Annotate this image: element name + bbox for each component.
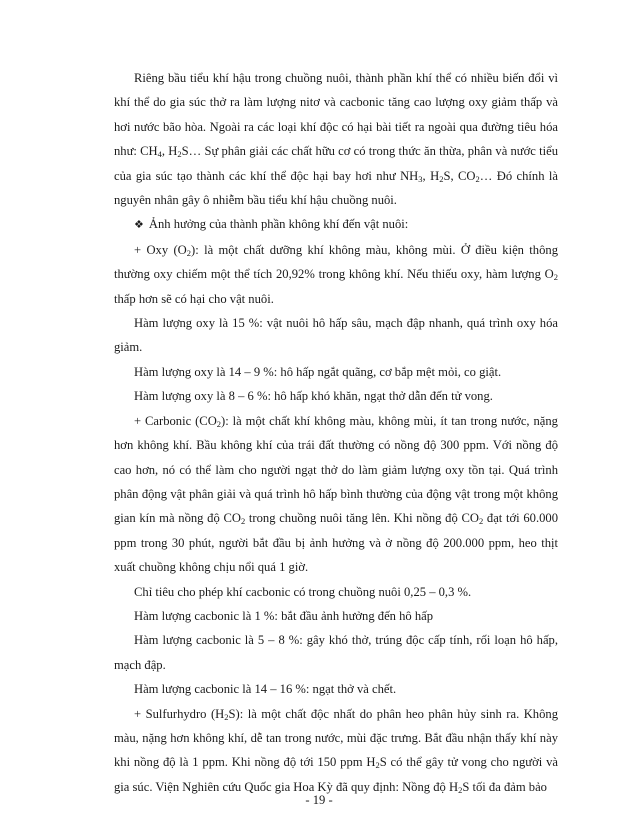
paragraph-carbonic-1: Hàm lượng cacbonic là 1 %: bắt đầu ảnh hưởng đến hô hấp [134, 608, 434, 623]
diamond-bullet-icon: ❖ [134, 219, 144, 232]
paragraph-oxygen-15: Hàm lượng oxy là 15 %: vật nuôi hô hấp sâu, mạch đập nhanh, quá trình oxy hóa giảm. [114, 316, 558, 355]
paragraph-intro: Riêng bầu tiểu khí hậu trong chuồng nuôi, thành phần khí thể có nhiều biến đổi vì khí thể do gia súc thở ra làm lượng nitơ và cacbonic tăng cao lượng oxy giảm thấp và hơi nước bão hòa. Ngoài ra các loại khí độc có hại bài tiết ra ngoài qua đường tiêu hóa như: $CH_4$, $H_2S\dots$ Sự phân giải các chất hữu cơ có trong thức ăn thừa, phân và nước tiểu của gia súc tạo thành các khí thể độc hại bay hơi như $NH_3$, $H_2S$, $CO_2\dots$ Đó chính là nguyên nhân gây ô nhiễm bầu tiểu khí hậu chuồng nuôi. [114, 71, 559, 208]
page-number: - 19 - [305, 793, 333, 807]
paragraph-carbonic-limit: Chỉ tiêu cho phép khí cacbonic có trong chuồng nuôi 0,25 – 0,3 %. [134, 584, 472, 599]
paragraph-sulfurhydro: + Sulfurhydro $(H_2S)$: là một chất độc nhất do phân heo phân hủy sinh ra. Không màu, nặng hơn không khí, dễ tan trong nước, mùi đặc trưng. Bắt đầu nhận thấy khí này khi nồng độ là 1 ppm. Khi nồng độ tới 150 ppm $H_2S$ có thể gây tử vong cho người và gia súc. Viện Nghiên cứu Quốc gia Hoa Kỳ đã quy định: Nồng độ $H_2S$ tối đa đảm bảo [114, 706, 558, 795]
paragraph-oxygen: + Oxy $(O_2)$: là một chất dưỡng khí không màu, không mùi. Ở điều kiện thông thường oxy chiếm một thể tích 20,92% trong không khí. Nếu thiếu oxy, hàm lượng $O_2$ thấp hơn sẽ có hại cho vật nuôi. [114, 242, 558, 306]
paragraph-carbonic-14-16: Hàm lượng cacbonic là 14 – 16 %: ngạt thở và chết. [134, 682, 397, 697]
paragraph-carbonic-5-8: Hàm lượng cacbonic là 5 – 8 %: gây khó thở, trúng độc cấp tính, rối loạn hô hấp, mạch đập. [114, 633, 558, 672]
paragraph-oxygen-8-6: Hàm lượng oxy là 8 – 6 %: hô hấp khó khăn, ngạt thở dẫn đến tử vong. [134, 389, 493, 404]
page-body [114, 66, 558, 799]
paragraph-carbonic: + Carbonic $(CO_2)$: là một chất khí không màu, không mùi, ít tan trong nước, nặng hơn không khí. Bầu không khí của trái đất thường có nồng độ 300 ppm. Với nồng độ cao hơn, nó có thể làm cho người ngạt thở do làm giảm lượng oxy tồn tại. Quá trình phân động vật phân giải và quá trình hô hấp bình thường của động vật trong một không gian kín mà nồng độ $CO_2$ trong chuồng nuôi tăng lên. Khi nồng độ $CO_2$ đạt tới 60.000 ppm trong 30 phút, người bắt đầu bị ảnh hưởng và ở nồng độ 200.000 ppm, heo thịt xuất chuồng không chịu nổi quá 1 giờ. [114, 413, 558, 575]
paragraph-oxygen-14-9: Hàm lượng oxy là 14 – 9 %: hô hấp ngắt quãng, cơ bắp mệt mỏi, co giật. [134, 364, 502, 379]
section-heading: ❖ Ảnh hưởng của thành phần không khí đến vật nuôi: [134, 217, 409, 232]
